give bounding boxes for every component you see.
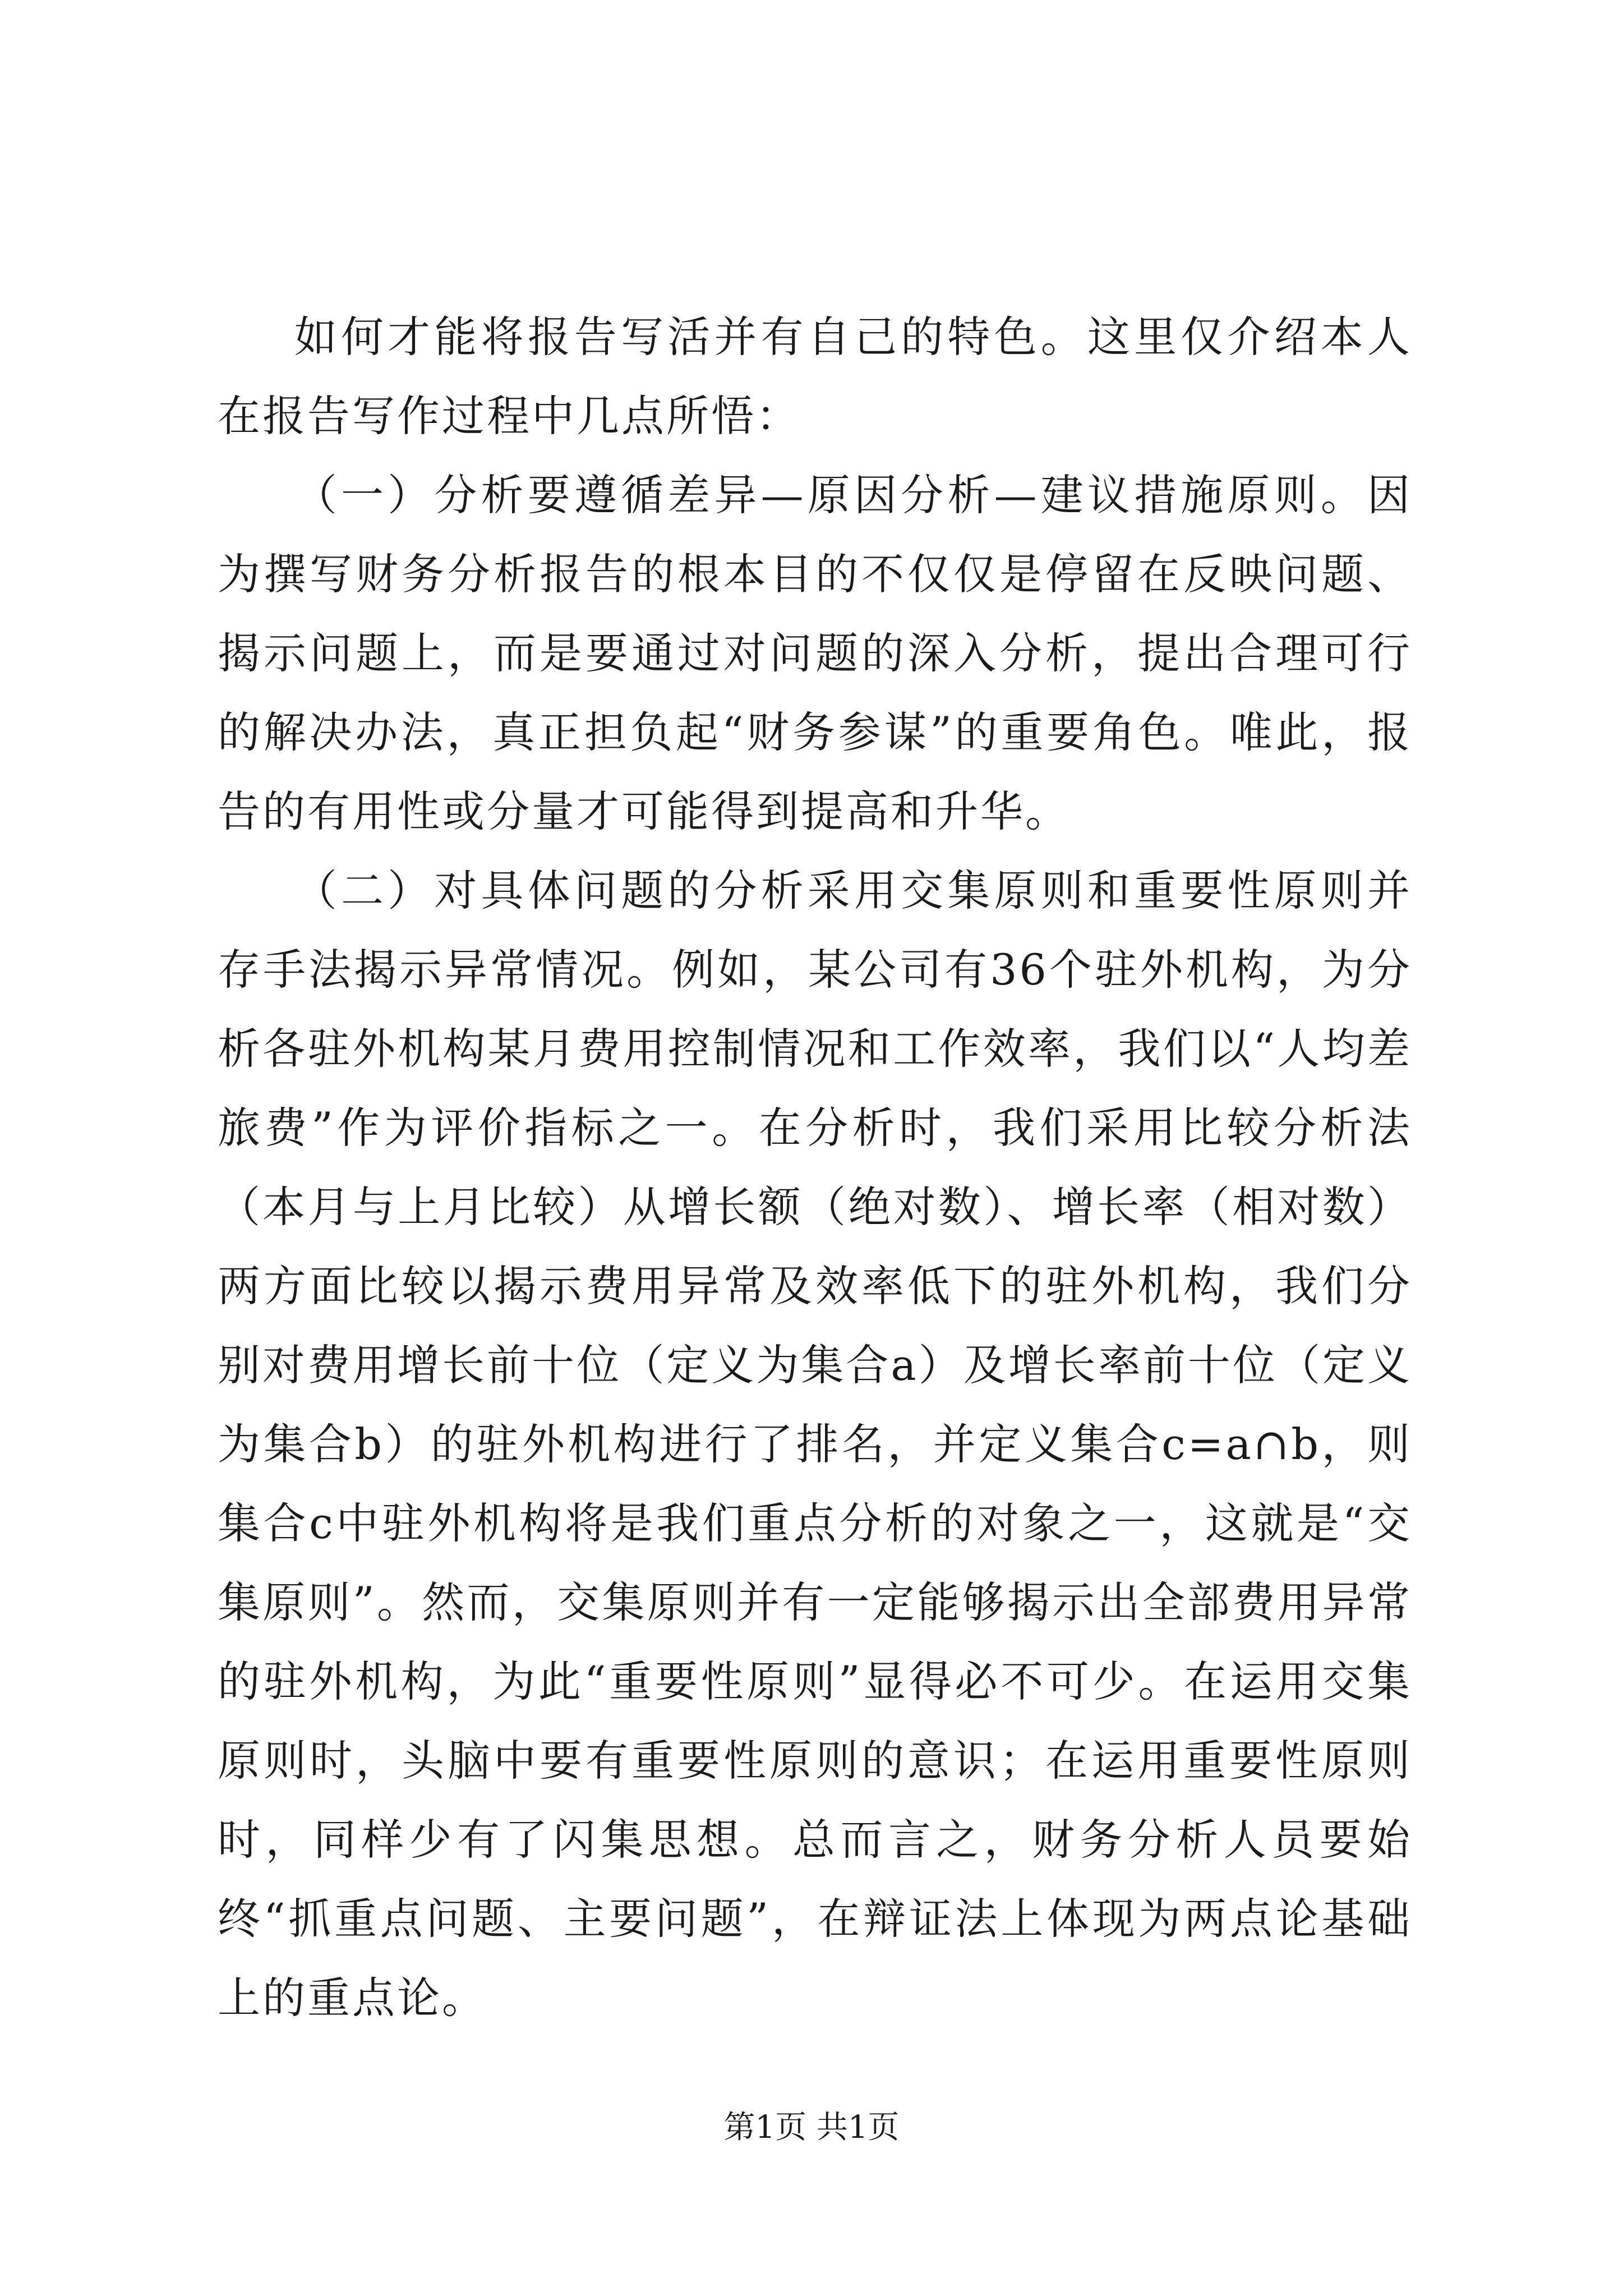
paragraph-point-one: （一）分析要遵循差异—原因分析—建议措施原则。因为撰写财务分析报告的根本目的不仅仅是停留在反映问题、揭示问题上，而是要通过对问题的深入分析，提出合理可行的解决办法，真正担负起“财务参谋”的重要角色。唯此，报告的有用性或分量才可能得到提高和升华。 (218, 470, 1412, 836)
paragraph-point-two: （二）对具体问题的分析采用交集原则和重要性原则并存手法揭示异常情况。例如，某公司有36个驻外机构，为分析各驻外机构某月费用控制情况和工作效率，我们以“人均差旅费”作为评价指标之一。在分析时，我们采用比较分析法（本月与上月比较）从增长额（绝对数）、增长率（相对数）两方面比较以揭示费用异常及效率低下的驻外机构，我们分别对费用增长前十位（定义为集合a）及增长率前十位（定义为集合b）的驻外机构进行了排名，并定义集合c=a∩b，则集合c中驻外机构将是我们重点分析的对象之一，这就是“交集原则”。然而，交集原则并有一定能够揭示出全部费用异常的驻外机构，为此“重要性原则”显得必不可少。在运用交集原则时，头脑中要有重要性原则的意识；在运用重要性原则时，同样少有了闪集思想。总而言之，财务分析人员要始终“抓重点问题、主要问题”，在辩证法上体现为两点论基础上的重点论。 (218, 866, 1412, 2023)
page-footer: 第1页 共1页 (723, 2109, 900, 2146)
paragraph-intro: 如何才能将报告写活并有自己的特色。这里仅介绍本人在报告写作过程中几点所悟： (218, 312, 1412, 441)
document-body (218, 297, 1412, 2037)
